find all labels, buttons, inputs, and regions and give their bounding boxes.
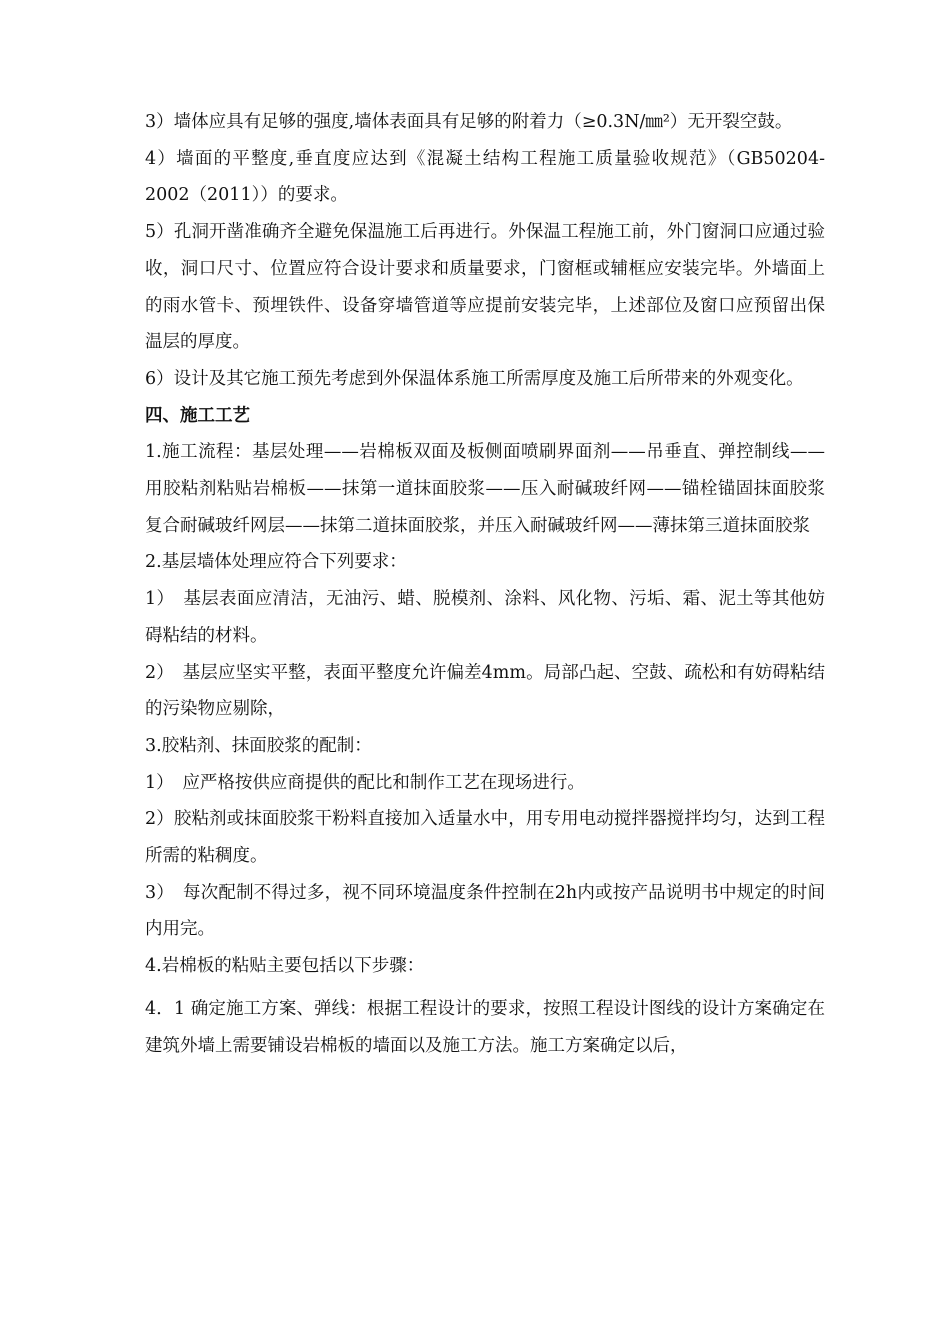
paragraph-base-wall-item-2: 2） 基层应坚实平整，表面平整度允许偏差4mm。局部凸起、空鼓、疏松和有妨碍粘结的污染物应剔除， [145, 662, 825, 720]
paragraph-mortar-title: 3.胶粘剂、抹面胶浆的配制： [145, 735, 372, 756]
paragraph-requirement-6: 6）设计及其它施工预先考虑到外保温体系施工所需厚度及施工后所带来的外观变化。 [145, 368, 804, 389]
paragraph-board-steps-title: 4.岩棉板的粘贴主要包括以下步骤： [145, 956, 425, 977]
paragraph-mortar-item-3: 3） 每次配制不得过多，视不同环境温度条件控制在2h内或按产品说明书中规定的时间内用完。 [145, 882, 825, 940]
document-page [145, 104, 825, 1064]
paragraph-mortar-item-2: 2）胶粘剂或抹面胶浆干粉料直接加入适量水中，用专用电动搅拌器搅拌均匀，达到工程所需的粘稠度。 [145, 809, 825, 867]
paragraph-construction-flow: 1.施工流程：基层处理——岩棉板双面及板侧面喷刷界面剂——吊垂直、弹控制线——用胶粘剂粘贴岩棉板——抹第一道抹面胶浆——压入耐碱玻纤网——锚栓锚固抹面胶浆复合耐碱玻纤网层——抹第二道抹面胶浆，并压入耐碱玻纤网——薄抹第三道抹面胶浆 [145, 442, 825, 536]
paragraph-requirement-5: 5）孔洞开凿准确齐全避免保温施工后再进行。外保温工程施工前，外门窗洞口应通过验收，洞口尺寸、位置应符合设计要求和质量要求，门窗框或辅框应安装完毕。外墙面上的雨水管卡、预埋铁件、设备穿墙管道等应提前安装完毕，上述部位及窗口应预留出保温层的厚度。 [145, 222, 825, 353]
paragraph-requirement-4: 4）墙面的平整度,垂直度应达到《混凝土结构工程施工质量验收规范》（GB50204-2002（2011））的要求。 [145, 148, 825, 206]
paragraph-base-wall-item-1: 1） 基层表面应清洁，无油污、蜡、脱模剂、涂料、风化物、污垢、霜、泥土等其他妨碍粘结的材料。 [145, 589, 825, 646]
paragraph-board-step-4-1: 4．1 确定施工方案、弹线：根据工程设计的要求，按照工程设计图线的设计方案确定在建筑外墙上需要铺设岩棉板的墙面以及施工方法。施工方案确定以后， [145, 998, 825, 1056]
section-heading-construction-process: 四、施工工艺 [145, 405, 250, 426]
paragraph-mortar-item-1: 1） 应严格按供应商提供的配比和制作工艺在现场进行。 [145, 772, 585, 793]
paragraph-base-wall-title: 2.基层墙体处理应符合下列要求： [145, 552, 407, 573]
paragraph-requirement-3: 3）墙体应具有足够的强度,墙体表面具有足够的附着力（≥0.3N/㎜²）无开裂空鼓。 [145, 112, 793, 132]
